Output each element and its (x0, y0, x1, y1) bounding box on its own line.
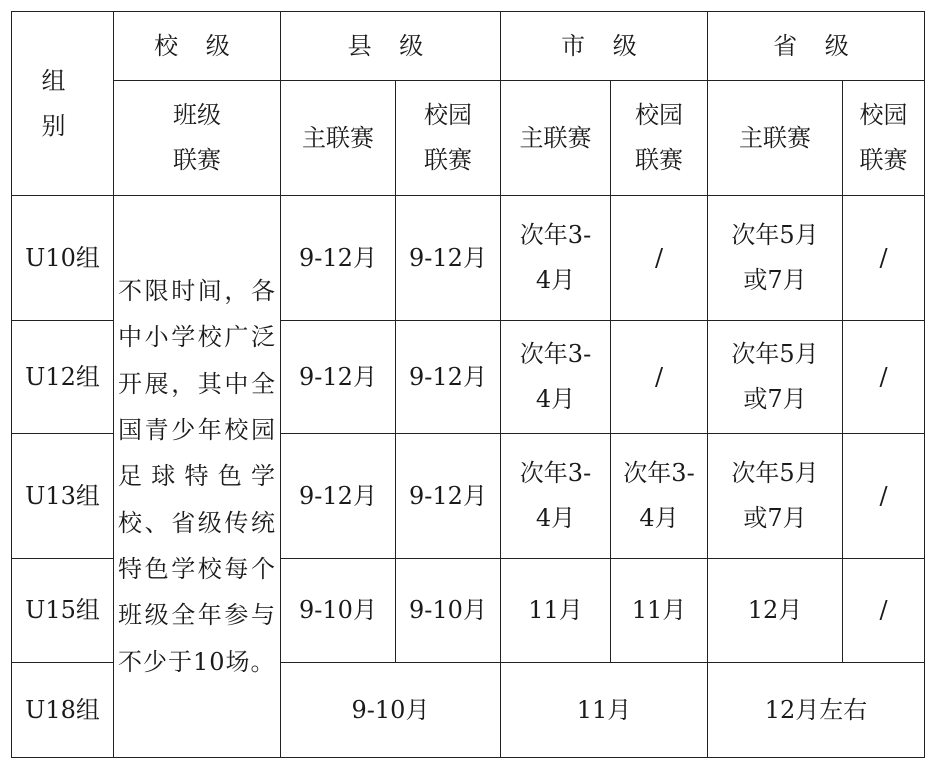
subheader-county-main-cell (281, 81, 396, 196)
province-campus-cell: / (843, 559, 925, 663)
province-campus-cell: / (843, 434, 925, 559)
subheader-county-campus-cell (396, 81, 501, 196)
city-campus-cell: / (611, 321, 708, 434)
level-header-county: 县 级 (347, 31, 434, 60)
province-campus-cell: / (843, 196, 925, 321)
county-main-cell: 9-12月 (281, 321, 396, 434)
county-main-cell: 9-12月 (281, 196, 396, 321)
province-main-cell: 12月 (708, 559, 843, 663)
province-main-cell: 次年5月或7月 (708, 321, 843, 434)
subheader-province-campus-cell (843, 81, 925, 196)
group-cell: U10组 (12, 196, 114, 321)
city-main-cell: 11月 (501, 559, 611, 663)
county-campus-cell: 9-12月 (396, 321, 501, 434)
subheader-province-campus: 校园联赛 (859, 101, 908, 174)
subheader-province-main-cell (708, 81, 843, 196)
group-cell: U13组 (12, 434, 114, 559)
city-main-cell: 次年3-4月 (501, 196, 611, 321)
county-main-cell: 9-12月 (281, 434, 396, 559)
subheader-school-class: 班级联赛 (173, 101, 221, 174)
subheader-city-campus-cell (611, 81, 708, 196)
level-header-school-cell (114, 12, 281, 81)
county-campus-cell: 9-12月 (396, 434, 501, 559)
schedule-table (11, 11, 925, 758)
city-campus-cell: / (611, 196, 708, 321)
level-header-province: 省 级 (773, 31, 859, 60)
city-main-cell: 次年3-4月 (501, 434, 611, 559)
county-main-cell: 9-10月 (281, 559, 396, 663)
group-header: 组 别 (41, 66, 84, 140)
county-campus-cell: 9-10月 (396, 559, 501, 663)
province-main-cell: 次年5月或7月 (708, 434, 843, 559)
group-header-cell (12, 12, 114, 196)
subheader-city-campus: 校园联赛 (635, 101, 683, 174)
province-campus-cell: / (843, 321, 925, 434)
level-header-city: 市 级 (561, 31, 647, 60)
subheader-county-campus: 校园联赛 (424, 101, 472, 174)
school-level-description: 不限时间，各中小学校广泛开展，其中全国青少年校园足球特色学校、省级传统特色学校每个班级全年参与不少于10场。 (114, 196, 281, 758)
level-header-province-cell (708, 12, 925, 81)
city-campus-cell: 次年3-4月 (611, 434, 708, 559)
subheader-city-main-cell (501, 81, 611, 196)
group-cell: U15组 (12, 559, 114, 663)
city-merged-cell: 11月 (501, 663, 708, 758)
subheader-school-class-cell (114, 81, 281, 196)
level-header-county-cell (281, 12, 501, 81)
subheader-province-main: 主联赛 (739, 123, 811, 152)
subheader-city-main: 主联赛 (519, 123, 592, 152)
subheader-county-main: 主联赛 (302, 123, 374, 152)
city-campus-cell: 11月 (611, 559, 708, 663)
province-main-cell: 次年5月或7月 (708, 196, 843, 321)
county-merged-cell: 9-10月 (281, 663, 501, 758)
province-merged-cell: 12月左右 (708, 663, 925, 758)
group-cell: U18组 (12, 663, 114, 758)
level-header-city-cell (501, 12, 708, 81)
group-cell: U12组 (12, 321, 114, 434)
level-header-school: 校 级 (154, 31, 240, 60)
county-campus-cell: 9-12月 (396, 196, 501, 321)
city-main-cell: 次年3-4月 (501, 321, 611, 434)
table-row-u10 (12, 196, 925, 321)
